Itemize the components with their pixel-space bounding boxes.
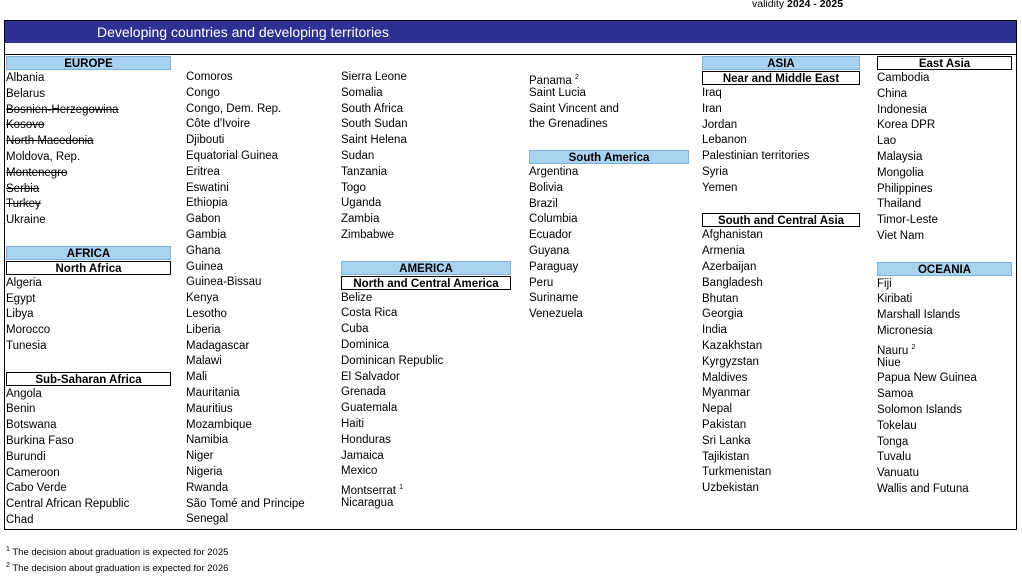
list-item: Zimbabwe xyxy=(341,228,395,241)
list-item: Haiti xyxy=(341,417,365,430)
list-item: Kiribati xyxy=(877,293,913,306)
header-south-central-asia: South and Central Asia xyxy=(702,213,860,227)
header-europe: EUROPE xyxy=(6,56,171,70)
list-item: Dominican Republic xyxy=(341,354,444,367)
list-item: Chad xyxy=(6,513,34,526)
list-item: Libya xyxy=(6,308,34,321)
list-item: Mauritius xyxy=(186,402,233,415)
header-africa: AFRICA xyxy=(6,246,171,260)
list-item: Tanzania xyxy=(341,165,388,178)
list-item: South Sudan xyxy=(341,118,408,131)
validity-label: validity 2024 - 2025 xyxy=(752,0,844,10)
list-item: Burkina Faso xyxy=(6,434,74,447)
list-item: Nepal xyxy=(702,403,733,416)
list-item: Wallis and Futuna xyxy=(877,482,969,495)
list-item: Samoa xyxy=(877,388,914,401)
list-item: Congo, Dem. Rep. xyxy=(186,102,282,115)
list-item: Djibouti xyxy=(186,134,225,147)
list-item: Guinea-Bissau xyxy=(186,276,262,289)
list-item: North Macedonia xyxy=(6,135,94,148)
list-item: Côte d'Ivoire xyxy=(186,118,251,131)
list-item: Maldives xyxy=(702,371,748,384)
list-item: Sierra Leone xyxy=(341,71,407,83)
list-item: Mongolia xyxy=(877,166,924,179)
list-item: São Tomé and Principe xyxy=(186,497,305,510)
list-item: Sri Lanka xyxy=(702,434,751,447)
list-item: Comoros xyxy=(186,71,233,83)
list-item: Niger xyxy=(186,450,214,463)
list-item: Ghana xyxy=(186,244,221,257)
list-item: Mozambique xyxy=(186,418,252,431)
list-item: Botswana xyxy=(6,419,57,432)
list-item: Lesotho xyxy=(186,307,227,320)
list-item: Afghanistan xyxy=(702,229,763,242)
list-item: Venezuela xyxy=(529,308,583,321)
header-america: AMERICA xyxy=(341,261,511,275)
column-1 xyxy=(6,55,171,529)
list-item: Kyrgyzstan xyxy=(702,355,759,368)
list-item: Saint Vincent and xyxy=(529,102,619,115)
table-title-bar xyxy=(5,21,1016,43)
list-item: Solomon Islands xyxy=(877,403,963,416)
list-item: Ukraine xyxy=(6,214,46,227)
list-item: Malaysia xyxy=(877,150,923,163)
column-6 xyxy=(877,55,1012,498)
list-item: Paraguay xyxy=(529,260,579,273)
list-item: Niue xyxy=(877,356,901,369)
list-item: Mauritania xyxy=(186,386,240,399)
list-item: Albania xyxy=(6,72,45,84)
list-item: Sudan xyxy=(341,149,375,162)
list-item: Burundi xyxy=(6,450,46,463)
list-item: Indonesia xyxy=(877,103,927,116)
list-item: Tonga xyxy=(877,435,909,448)
footnote-mark: 1 xyxy=(399,484,404,492)
list-item: Guyana xyxy=(529,244,570,257)
list-item: Kenya xyxy=(186,292,219,305)
column-2 xyxy=(186,70,336,528)
list-item: Cabo Verde xyxy=(6,482,67,495)
list-item: Peru xyxy=(529,276,554,289)
list-item: Micronesia xyxy=(877,324,933,337)
list-item: Eritrea xyxy=(186,165,220,178)
list-item: Angola xyxy=(6,387,42,400)
list-item: Bangladesh xyxy=(702,276,763,289)
header-south-america: South America xyxy=(529,150,689,164)
list-item: Guatemala xyxy=(341,402,398,415)
list-item: Belarus xyxy=(6,87,45,100)
list-item: Palestinian territories xyxy=(702,150,810,163)
list-item: Papua New Guinea xyxy=(877,372,977,385)
list-item: Kazakhstan xyxy=(702,339,763,352)
list-item: Saint Helena xyxy=(341,134,407,147)
list-item: Cameroon xyxy=(6,466,60,479)
list-item: Namibia xyxy=(186,434,229,447)
list-item: Moldova, Rep. xyxy=(6,150,81,163)
list-item: Suriname xyxy=(529,292,579,305)
list-item: Bosnien-Herzegowina xyxy=(6,103,119,116)
list-item: Georgia xyxy=(702,308,743,321)
list-item: Egypt xyxy=(6,292,36,305)
list-item: Montserrat $^1$ xyxy=(341,484,404,497)
list-item: Korea DPR xyxy=(877,119,936,132)
list-item: Vanuatu xyxy=(877,467,919,480)
list-item: Congo xyxy=(186,86,220,99)
list-item: Nauru $^2$ xyxy=(877,343,916,357)
header-north-central-america: North and Central America xyxy=(341,276,511,290)
list-item: Azerbaijan xyxy=(702,260,757,273)
header-east-asia: East Asia xyxy=(877,56,1012,70)
list-item: Costa Rica xyxy=(341,307,398,320)
list-item: Ethiopia xyxy=(186,197,228,210)
list-item: Tuvalu xyxy=(877,451,912,464)
list-item: China xyxy=(877,87,908,100)
footnote-1: $^1$ The decision about graduation is expected for 2025 xyxy=(6,546,229,559)
list-item: Grenada xyxy=(341,386,386,399)
list-item: Cambodia xyxy=(877,72,930,84)
list-item: Senegal xyxy=(186,513,229,526)
list-item: Serbia xyxy=(6,182,40,195)
list-item: Pakistan xyxy=(702,418,747,431)
list-item: Timor-Leste xyxy=(877,214,938,227)
list-item: Thailand xyxy=(877,198,922,211)
list-item: Malawi xyxy=(186,355,222,368)
list-item: Panama $^2$ xyxy=(529,74,579,87)
list-item: Somalia xyxy=(341,86,383,99)
country-table xyxy=(4,20,1017,530)
list-item: Fiji xyxy=(877,277,892,290)
list-item: Bolivia xyxy=(529,181,563,194)
list-item: Tokelau xyxy=(877,419,917,432)
list-item: Cuba xyxy=(341,323,369,336)
list-item: Montenegro xyxy=(6,166,68,179)
list-item: Uzbekistan xyxy=(702,482,759,495)
list-item: Nigeria xyxy=(186,465,223,478)
column-4 xyxy=(529,70,689,323)
list-item: Morocco xyxy=(6,324,51,337)
list-item: Guinea xyxy=(186,260,224,273)
list-item: Brazil xyxy=(529,197,558,210)
list-item: Kosovo xyxy=(6,119,45,132)
list-item: Central African Republic xyxy=(6,498,130,511)
list-item: Mexico xyxy=(341,465,378,478)
header-north-africa: North Africa xyxy=(6,261,171,275)
list-item: Jordan xyxy=(702,118,738,131)
list-item: Equatorial Guinea xyxy=(186,149,279,162)
list-item: Rwanda xyxy=(186,481,229,494)
list-item: Algeria xyxy=(6,276,42,289)
list-item: Bhutan xyxy=(702,292,739,305)
list-item: Tajikistan xyxy=(702,450,750,463)
list-item: India xyxy=(702,324,727,337)
column-5 xyxy=(702,55,860,497)
list-item: Zambia xyxy=(341,213,380,226)
list-item: Lao xyxy=(877,135,897,148)
list-item: Jamaica xyxy=(341,449,384,462)
list-item: Argentina xyxy=(529,165,579,178)
list-item: Belize xyxy=(341,291,373,304)
list-item: Saint Lucia xyxy=(529,86,586,99)
header-oceania: OCEANIA xyxy=(877,262,1012,276)
list-item: Viet Nam xyxy=(877,229,925,242)
list-item: Armenia xyxy=(702,245,745,258)
list-item: Benin xyxy=(6,403,36,416)
list-item: Togo xyxy=(341,181,366,194)
header-sub-saharan: Sub-Saharan Africa xyxy=(6,372,171,386)
list-item: Gambia xyxy=(186,228,227,241)
list-item: Turkmenistan xyxy=(702,466,772,479)
list-item: Yemen xyxy=(702,181,738,194)
list-item: Lebanon xyxy=(702,134,747,147)
list-item: Ecuador xyxy=(529,229,572,242)
list-item: the Grenadines xyxy=(529,118,608,131)
list-item: South Africa xyxy=(341,102,404,115)
list-item: Columbia xyxy=(529,213,578,226)
header-near-middle-east: Near and Middle East xyxy=(702,71,860,85)
list-item: Eswatini xyxy=(186,181,229,194)
list-item: Iraq xyxy=(702,87,722,99)
header-asia: ASIA xyxy=(702,56,860,70)
list-item: El Salvador xyxy=(341,370,400,383)
list-item: Marshall Islands xyxy=(877,309,961,322)
list-item: Honduras xyxy=(341,433,391,446)
list-item: Uganda xyxy=(341,197,382,210)
list-item: Mali xyxy=(186,371,208,384)
list-item: Liberia xyxy=(186,323,221,336)
footnote-mark: 2 xyxy=(575,74,579,81)
column-3 xyxy=(341,70,511,512)
table-title: Developing countries and developing territories xyxy=(97,24,389,40)
list-item: Turkey xyxy=(6,198,41,211)
list-item: Iran xyxy=(702,102,722,115)
list-item: Tunesia xyxy=(6,339,47,352)
list-item: Myanmar xyxy=(702,387,750,400)
footnote-2: $^2$ The decision about graduation is expected for 2026 xyxy=(6,562,229,575)
list-item: Madagascar xyxy=(186,339,250,352)
list-item: Dominica xyxy=(341,338,389,351)
list-item: Syria xyxy=(702,165,729,178)
footnote-mark: 2 xyxy=(911,343,916,351)
list-item: Philippines xyxy=(877,182,933,195)
list-item: Gabon xyxy=(186,213,221,226)
list-item: Nicaragua xyxy=(341,496,394,509)
